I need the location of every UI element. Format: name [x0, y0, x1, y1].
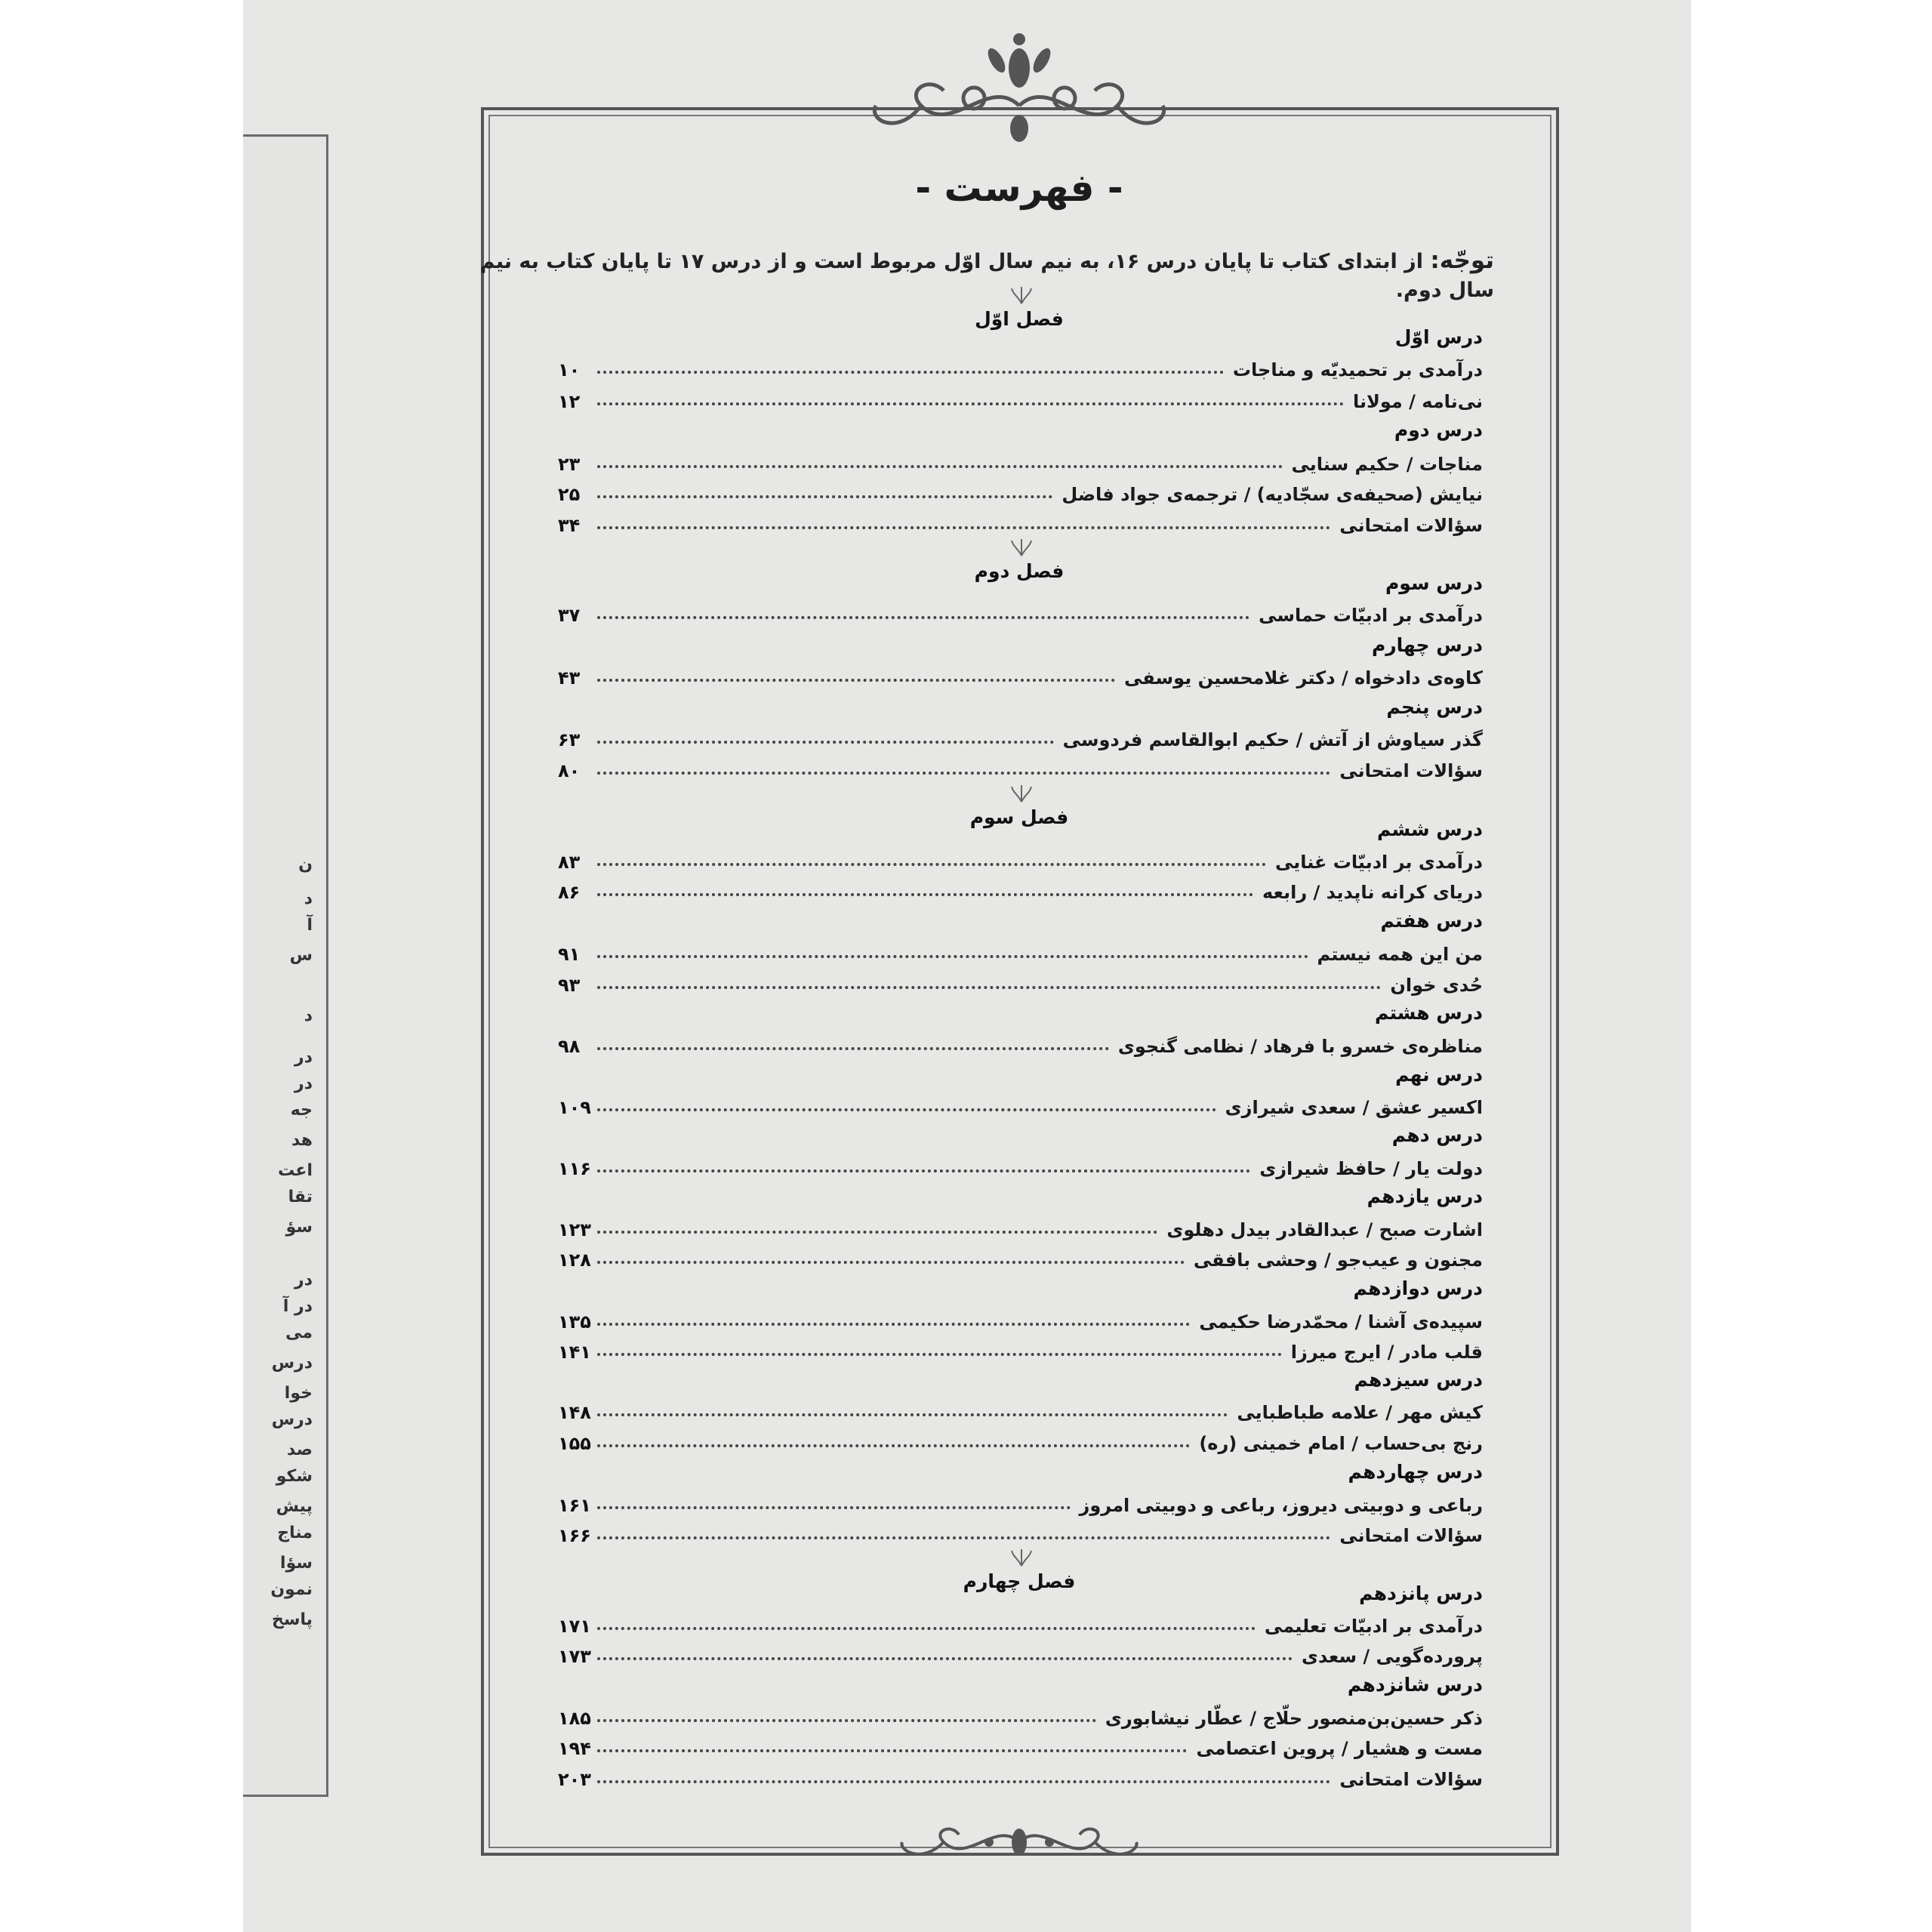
- entry-title: مجنون و عیب‌جو / وحشی بافقی: [1193, 1249, 1483, 1271]
- entry-page-number: ۹۱: [558, 944, 581, 965]
- dot-leader: [597, 893, 1253, 896]
- dot-leader: [597, 526, 1330, 529]
- dot-leader: [597, 741, 1054, 744]
- adjacent-page-text: پیش: [276, 1497, 313, 1516]
- entry-title: سؤالات امتحانی: [1339, 1525, 1483, 1546]
- entry-page-number: ۲۳: [558, 454, 581, 475]
- season-flourish-icon: [1010, 1548, 1033, 1567]
- toc-entry[interactable]: [558, 938, 1483, 965]
- lesson-heading: درس دوم: [1394, 419, 1483, 441]
- toc-entry[interactable]: [558, 1519, 1483, 1546]
- lesson-heading: درس سیزدهم: [1354, 1369, 1483, 1391]
- toc-entry[interactable]: [558, 723, 1483, 750]
- entry-page-number: ۱۹۴: [558, 1738, 591, 1759]
- season-heading: فصل سوم: [969, 806, 1069, 828]
- adjacent-page-text: هد: [291, 1131, 313, 1150]
- toc-entry[interactable]: [558, 385, 1483, 412]
- toc-entry[interactable]: [558, 599, 1483, 626]
- lesson-heading: درس پنجم: [1386, 696, 1483, 718]
- lesson-heading: درس ششم: [1376, 818, 1483, 840]
- dot-leader: [597, 955, 1308, 958]
- toc-entry[interactable]: [558, 1336, 1483, 1363]
- entry-page-number: ۱۰: [558, 359, 581, 381]
- adjacent-page-text: صد: [287, 1441, 313, 1459]
- adjacent-page-text: نمون: [270, 1580, 313, 1599]
- adjacent-page-text: می: [285, 1323, 313, 1342]
- entry-page-number: ۱۷۱: [558, 1616, 591, 1637]
- entry-page-number: ۳۷: [558, 605, 581, 626]
- lesson-heading: درس دهم: [1391, 1124, 1483, 1146]
- entry-title: نیایش (صحیفه‌ی سجّادیه) / ترجمه‌ی جواد فاضل: [1062, 484, 1483, 505]
- entry-page-number: ۱۶۶: [558, 1525, 591, 1546]
- adjacent-page-text: آ: [307, 916, 313, 935]
- toc-entry[interactable]: [558, 969, 1483, 996]
- entry-title: دریای کرانه ناپدید / رابعه: [1262, 882, 1483, 903]
- entry-title: ذکر حسین‌بن‌منصور حلّاج / عطّار نیشابوری: [1105, 1708, 1483, 1729]
- toc-entry[interactable]: [558, 876, 1483, 903]
- toc-entry[interactable]: [558, 1030, 1483, 1057]
- entry-title: اشارت صبح / عبدالقادر بیدل دهلوی: [1166, 1219, 1483, 1240]
- adjacent-page-text: خوا: [284, 1384, 313, 1403]
- toc-entry[interactable]: [558, 1489, 1483, 1516]
- entry-page-number: ۸۰: [558, 760, 581, 781]
- lesson-heading: درس اوّل: [1394, 326, 1483, 348]
- adjacent-page-text: اعت: [278, 1161, 313, 1180]
- entry-title: من این همه نیستم: [1317, 944, 1483, 965]
- page-title: - فهرست -: [915, 166, 1123, 210]
- toc-entry[interactable]: [558, 1732, 1483, 1759]
- toc-entry[interactable]: [558, 1427, 1483, 1454]
- toc-entry[interactable]: [558, 1213, 1483, 1240]
- season-flourish-icon: [1010, 784, 1033, 803]
- lesson-heading: درس چهاردهم: [1348, 1461, 1483, 1483]
- entry-title: اکسیر عشق / سعدی شیرازی: [1225, 1097, 1483, 1118]
- entry-title: درآمدی بر تحمیدیّه و مناجات: [1232, 359, 1483, 381]
- season-flourish-icon: [1010, 285, 1033, 305]
- entry-title: رباعی و دوبیتی دیروز، رباعی و دوبیتی امروز: [1079, 1495, 1483, 1516]
- note-lead: توجّه:: [1430, 247, 1494, 274]
- dot-leader: [597, 1169, 1250, 1172]
- toc-entry[interactable]: [558, 478, 1483, 505]
- dot-leader: [597, 679, 1115, 682]
- entry-title: مناظره‌ی خسرو با فرهاد / نظامی گنجوی: [1117, 1036, 1483, 1057]
- toc-entry[interactable]: [558, 846, 1483, 873]
- adjacent-page-text: در: [294, 1271, 313, 1290]
- toc-entry[interactable]: [558, 1396, 1483, 1423]
- dot-leader: [597, 863, 1266, 866]
- entry-title: رنج بی‌حساب / امام خمینی (ره): [1199, 1433, 1483, 1454]
- lesson-heading: درس پانزدهم: [1359, 1582, 1483, 1604]
- toc-entry[interactable]: [558, 754, 1483, 781]
- entry-title: نی‌نامه / مولانا: [1352, 391, 1483, 412]
- adjacent-page-text: در آ: [282, 1297, 313, 1316]
- dot-leader: [597, 1261, 1185, 1264]
- adjacent-page-text: س: [289, 946, 313, 965]
- adjacent-page-text: ن: [298, 855, 313, 874]
- entry-title: مناجات / حکیم سنایی: [1291, 454, 1483, 475]
- entry-page-number: ۱۸۵: [558, 1708, 591, 1729]
- entry-page-number: ۱۵۵: [558, 1433, 591, 1454]
- lesson-heading: درس چهارم: [1371, 634, 1483, 656]
- entry-page-number: ۳۴: [558, 515, 581, 536]
- lesson-heading: درس شانزدهم: [1347, 1674, 1483, 1696]
- toc-entry[interactable]: [558, 1763, 1483, 1790]
- dot-leader: [597, 1719, 1096, 1722]
- dot-leader: [597, 1444, 1190, 1447]
- toc-entry[interactable]: [558, 661, 1483, 689]
- lesson-heading: درس دوازدهم: [1353, 1277, 1483, 1299]
- entry-page-number: ۱۲: [558, 391, 581, 412]
- adjacent-page-text: تقا: [288, 1188, 313, 1206]
- adjacent-page-text: شکو: [276, 1467, 313, 1486]
- adjacent-page-text: مناج: [277, 1524, 313, 1542]
- adjacent-page-text: در: [294, 1074, 313, 1093]
- entry-title: حُدی خوان: [1390, 975, 1483, 996]
- lesson-heading: درس یازدهم: [1367, 1185, 1483, 1207]
- entry-title: گذر سیاوش از آتش / حکیم ابوالقاسم فردوسی: [1062, 729, 1483, 750]
- dot-leader: [597, 1323, 1190, 1326]
- dot-leader: [597, 1506, 1071, 1509]
- dot-leader: [597, 402, 1344, 405]
- dot-leader: [597, 495, 1052, 498]
- entry-page-number: ۱۲۳: [558, 1219, 591, 1240]
- dot-leader: [597, 371, 1224, 374]
- toc-entry[interactable]: [558, 509, 1483, 536]
- toc-entry[interactable]: [558, 1152, 1483, 1179]
- entry-page-number: ۴۳: [558, 667, 581, 689]
- entry-title: کاوه‌ی دادخواه / دکتر غلامحسین یوسفی: [1124, 667, 1483, 689]
- note-text: از ابتدای کتاب تا پایان درس ۱۶، به نیم سال اوّل مربوط است و از درس ۱۷ تا پایان کتاب به نیم سال دوم.: [479, 250, 1494, 302]
- entry-title: قلب مادر / ایرج میرزا: [1290, 1342, 1483, 1363]
- entry-title: درآمدی بر ادبیّات غنایی: [1274, 852, 1483, 873]
- season-heading: فصل چهارم: [963, 1570, 1076, 1592]
- lesson-heading: درس هفتم: [1380, 910, 1483, 932]
- dot-leader: [597, 1108, 1216, 1111]
- entry-title: پرورده‌گویی / سعدی: [1302, 1646, 1483, 1667]
- adjacent-page-text: جه: [290, 1101, 313, 1120]
- season-heading: فصل دوم: [974, 560, 1065, 582]
- adjacent-page-text: پاسخ: [271, 1610, 313, 1629]
- adjacent-page-text: درس: [271, 1354, 313, 1373]
- entry-title: درآمدی بر ادبیّات حماسی: [1259, 605, 1483, 626]
- toc-entry[interactable]: [558, 1305, 1483, 1333]
- season-flourish-icon: [1010, 538, 1033, 557]
- dot-leader: [597, 1231, 1157, 1234]
- dot-leader: [597, 616, 1249, 619]
- season-heading: فصل اوّل: [975, 308, 1064, 330]
- entry-page-number: ۱۶۱: [558, 1495, 591, 1516]
- entry-title: کیش مهر / علامه طباطبایی: [1237, 1402, 1483, 1423]
- dot-leader: [597, 772, 1330, 775]
- entry-title: سؤالات امتحانی: [1339, 515, 1483, 536]
- entry-page-number: ۲۰۳: [558, 1769, 591, 1790]
- dot-leader: [597, 1536, 1330, 1539]
- lesson-heading: درس سوم: [1385, 572, 1483, 594]
- dot-leader: [597, 986, 1381, 989]
- entry-page-number: ۱۴۱: [558, 1342, 591, 1363]
- entry-title: درآمدی بر ادبیّات تعلیمی: [1264, 1616, 1483, 1637]
- toc-entry[interactable]: [558, 1702, 1483, 1729]
- toc-entry[interactable]: [558, 448, 1483, 475]
- adjacent-page-text: د: [304, 889, 313, 908]
- dot-leader: [597, 1627, 1256, 1630]
- dot-leader: [597, 1780, 1330, 1783]
- entry-page-number: ۱۷۳: [558, 1646, 591, 1667]
- dot-leader: [597, 465, 1283, 468]
- entry-title: سپیده‌ی آشنا / محمّدرضا حکیمی: [1199, 1311, 1483, 1333]
- entry-page-number: ۱۴۸: [558, 1402, 591, 1423]
- entry-page-number: ۹۳: [558, 975, 581, 996]
- entry-page-number: ۲۵: [558, 484, 581, 505]
- entry-title: سؤالات امتحانی: [1339, 1769, 1483, 1790]
- entry-title: سؤالات امتحانی: [1339, 760, 1483, 781]
- adjacent-page-text: سؤا: [280, 1554, 313, 1573]
- entry-page-number: ۸۳: [558, 852, 581, 873]
- toc-entry[interactable]: [558, 1640, 1483, 1667]
- lesson-heading: درس هشتم: [1374, 1002, 1483, 1024]
- toc-entry[interactable]: [558, 1243, 1483, 1271]
- entry-page-number: ۸۶: [558, 882, 581, 903]
- adjacent-page-text: د: [304, 1006, 313, 1025]
- dot-leader: [597, 1413, 1228, 1416]
- entry-page-number: ۶۳: [558, 729, 581, 750]
- adjacent-page-text: سؤ: [285, 1218, 313, 1237]
- entry-page-number: ۱۱۶: [558, 1158, 591, 1179]
- toc-entry[interactable]: [558, 1610, 1483, 1637]
- entry-title: مست و هشیار / پروین اعتصامی: [1196, 1738, 1483, 1759]
- entry-page-number: ۱۰۹: [558, 1097, 591, 1118]
- entry-page-number: ۱۳۵: [558, 1311, 591, 1333]
- adjacent-page-text: درس: [271, 1410, 313, 1429]
- adjacent-page-text: در: [294, 1048, 313, 1067]
- dot-leader: [597, 1749, 1187, 1752]
- entry-page-number: ۹۸: [558, 1036, 581, 1057]
- toc-entry[interactable]: [558, 353, 1483, 381]
- toc-entry[interactable]: [558, 1091, 1483, 1118]
- entry-title: دولت یار / حافظ شیرازی: [1259, 1158, 1483, 1179]
- dot-leader: [597, 1353, 1282, 1356]
- dot-leader: [597, 1657, 1293, 1660]
- lesson-heading: درس نهم: [1395, 1064, 1483, 1086]
- dot-leader: [597, 1047, 1109, 1050]
- entry-page-number: ۱۲۸: [558, 1249, 591, 1271]
